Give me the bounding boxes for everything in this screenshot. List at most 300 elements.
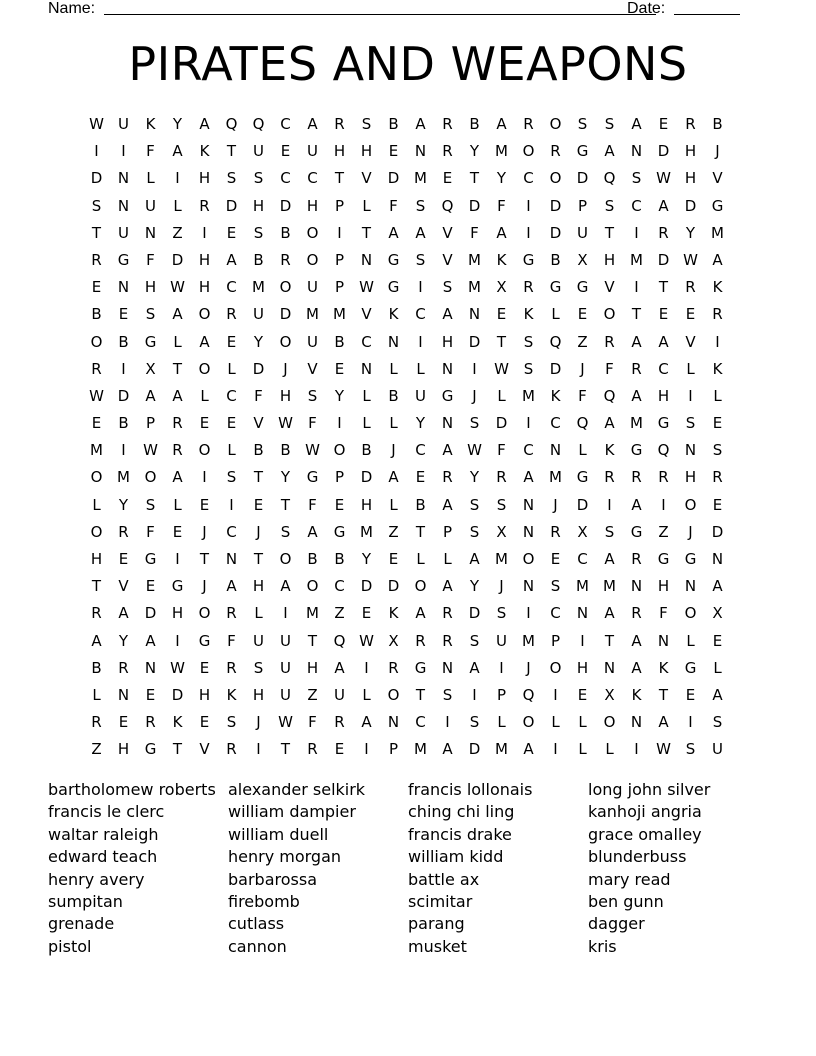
grid-letter[interactable]: D (468, 196, 481, 215)
grid-letter[interactable]: E (118, 305, 129, 324)
grid-letter[interactable]: N (522, 495, 535, 514)
grid-letter[interactable]: L (227, 359, 236, 378)
grid-letter[interactable]: M (630, 250, 643, 269)
grid-letter[interactable]: R (280, 250, 291, 269)
grid-letter[interactable]: O (603, 305, 616, 324)
grid-letter[interactable]: J (526, 658, 531, 677)
grid-letter[interactable]: H (684, 169, 697, 188)
grid-letter[interactable]: L (578, 740, 587, 759)
grid-letter[interactable]: K (388, 604, 399, 623)
grid-letter[interactable]: D (468, 740, 481, 759)
grid-letter[interactable]: Y (469, 577, 480, 596)
grid-letter[interactable]: G (198, 631, 211, 650)
grid-letter[interactable]: S (469, 495, 480, 514)
grid-letter[interactable]: Q (657, 441, 670, 460)
grid-letter[interactable]: N (387, 332, 400, 351)
grid-letter[interactable]: D (495, 414, 508, 433)
grid-letter[interactable]: L (254, 604, 263, 623)
grid-letter[interactable]: M (495, 142, 508, 161)
grid-letter[interactable]: A (523, 468, 534, 487)
grid-letter[interactable]: X (145, 359, 156, 378)
grid-letter[interactable]: A (442, 495, 453, 514)
grid-letter[interactable]: C (658, 359, 669, 378)
grid-letter[interactable]: I (337, 223, 342, 242)
grid-letter[interactable]: D (171, 250, 184, 269)
grid-letter[interactable]: X (577, 250, 588, 269)
grid-letter[interactable]: E (91, 414, 102, 433)
grid-letter[interactable]: E (334, 740, 345, 759)
grid-letter[interactable]: N (711, 550, 724, 568)
grid-letter[interactable]: U (280, 631, 291, 650)
grid-letter[interactable]: A (388, 468, 399, 487)
grid-letter[interactable]: X (712, 604, 723, 623)
grid-letter[interactable]: R (307, 740, 318, 759)
grid-letter[interactable]: H (684, 142, 697, 161)
grid-letter[interactable]: I (175, 550, 180, 568)
grid-letter[interactable]: T (172, 740, 183, 759)
grid-letter[interactable]: Q (333, 631, 346, 650)
grid-letter[interactable]: E (361, 604, 372, 623)
grid-letter[interactable]: U (253, 142, 264, 161)
grid-letter[interactable]: F (146, 522, 155, 541)
grid-letter[interactable]: T (280, 740, 291, 759)
grid-letter[interactable]: I (337, 414, 342, 433)
grid-letter[interactable]: W (467, 441, 482, 460)
grid-letter[interactable]: B (388, 115, 399, 133)
grid-letter[interactable]: E (226, 332, 237, 351)
grid-letter[interactable]: N (630, 142, 643, 161)
grid-letter[interactable]: N (117, 196, 130, 215)
grid-letter[interactable]: E (658, 305, 669, 324)
grid-letter[interactable]: Q (252, 115, 265, 133)
grid-letter[interactable]: T (172, 359, 183, 378)
grid-letter[interactable]: Z (307, 685, 318, 704)
grid-letter[interactable]: J (202, 577, 207, 596)
grid-letter[interactable]: M (468, 250, 481, 269)
grid-letter[interactable]: O (549, 115, 562, 133)
grid-letter[interactable]: C (226, 278, 237, 297)
grid-letter[interactable]: Z (388, 522, 399, 541)
grid-letter[interactable]: D (387, 169, 400, 188)
grid-letter[interactable]: X (604, 685, 615, 704)
grid-letter[interactable]: M (522, 386, 535, 405)
grid-letter[interactable]: T (91, 577, 102, 596)
grid-letter[interactable]: N (117, 278, 130, 297)
grid-letter[interactable]: N (387, 713, 400, 732)
grid-letter[interactable]: N (684, 577, 697, 596)
grid-letter[interactable]: F (470, 223, 479, 242)
grid-letter[interactable]: T (469, 169, 480, 188)
grid-letter[interactable]: I (175, 169, 180, 188)
grid-letter[interactable]: O (90, 332, 103, 351)
grid-letter[interactable]: T (415, 522, 426, 541)
grid-letter[interactable]: O (198, 305, 211, 324)
grid-letter[interactable]: C (523, 441, 534, 460)
grid-letter[interactable]: R (550, 522, 561, 541)
grid-letter[interactable]: S (577, 115, 588, 133)
grid-letter[interactable]: J (391, 441, 396, 460)
grid-letter[interactable]: G (441, 386, 454, 405)
grid-letter[interactable]: G (522, 250, 535, 269)
grid-letter[interactable]: I (580, 631, 585, 650)
grid-letter[interactable]: R (172, 441, 183, 460)
grid-letter[interactable]: G (144, 550, 157, 568)
grid-letter[interactable]: U (415, 386, 426, 405)
grid-letter[interactable]: L (146, 169, 155, 188)
grid-letter[interactable]: E (658, 115, 669, 133)
grid-letter[interactable]: H (198, 278, 211, 297)
grid-letter[interactable]: E (118, 550, 129, 568)
grid-letter[interactable]: R (91, 250, 102, 269)
grid-letter[interactable]: W (170, 658, 185, 677)
grid-letter[interactable]: N (117, 169, 130, 188)
grid-letter[interactable]: A (658, 196, 669, 215)
grid-letter[interactable]: L (551, 305, 560, 324)
grid-letter[interactable]: D (549, 196, 562, 215)
grid-letter[interactable]: U (334, 685, 345, 704)
grid-letter[interactable]: G (549, 278, 562, 297)
grid-letter[interactable]: P (334, 468, 345, 487)
grid-letter[interactable]: D (225, 196, 238, 215)
grid-letter[interactable]: E (712, 631, 723, 650)
grid-letter[interactable]: U (145, 196, 156, 215)
grid-letter[interactable]: T (199, 550, 210, 568)
grid-letter[interactable]: J (580, 359, 585, 378)
grid-letter[interactable]: P (496, 685, 507, 704)
grid-letter[interactable]: N (144, 658, 157, 677)
grid-letter[interactable]: B (118, 414, 129, 433)
grid-letter[interactable]: A (604, 550, 615, 568)
grid-letter[interactable]: D (468, 604, 481, 623)
grid-letter[interactable]: S (469, 631, 480, 650)
grid-letter[interactable]: V (442, 250, 453, 269)
grid-letter[interactable]: R (685, 278, 696, 297)
grid-letter[interactable]: E (550, 550, 561, 568)
grid-letter[interactable]: D (684, 196, 697, 215)
grid-letter[interactable]: Q (549, 332, 562, 351)
grid-letter[interactable]: B (253, 250, 264, 269)
grid-letter[interactable]: J (499, 577, 504, 596)
grid-letter[interactable]: S (712, 441, 723, 460)
grid-letter[interactable]: S (469, 414, 480, 433)
grid-letter[interactable]: W (359, 278, 374, 297)
grid-letter[interactable]: D (711, 522, 724, 541)
grid-letter[interactable]: I (634, 740, 639, 759)
grid-letter[interactable]: I (526, 223, 531, 242)
grid-letter[interactable]: R (658, 223, 669, 242)
grid-letter[interactable]: R (388, 658, 399, 677)
grid-letter[interactable]: D (144, 604, 157, 623)
grid-letter[interactable]: H (603, 250, 616, 269)
grid-letter[interactable]: T (658, 278, 669, 297)
grid-letter[interactable]: D (387, 577, 400, 596)
grid-letter[interactable]: H (360, 495, 373, 514)
grid-letter[interactable]: A (496, 223, 507, 242)
grid-letter[interactable]: C (280, 169, 291, 188)
grid-letter[interactable]: N (684, 441, 697, 460)
grid-letter[interactable]: W (170, 278, 185, 297)
grid-letter[interactable]: A (307, 115, 318, 133)
grid-letter[interactable]: A (172, 142, 183, 161)
grid-letter[interactable]: Y (118, 495, 129, 514)
grid-letter[interactable]: U (307, 142, 318, 161)
grid-letter[interactable]: E (145, 577, 156, 596)
grid-letter[interactable]: A (631, 495, 642, 514)
grid-letter[interactable]: F (497, 441, 506, 460)
grid-letter[interactable]: G (576, 142, 589, 161)
grid-letter[interactable]: M (333, 305, 346, 324)
grid-letter[interactable]: R (145, 713, 156, 732)
grid-letter[interactable]: A (415, 115, 426, 133)
grid-letter[interactable]: O (144, 468, 157, 487)
grid-letter[interactable]: A (145, 386, 156, 405)
grid-letter[interactable]: S (361, 115, 372, 133)
grid-letter[interactable]: O (306, 223, 319, 242)
grid-letter[interactable]: G (117, 250, 130, 269)
grid-letter[interactable]: V (361, 169, 372, 188)
grid-letter[interactable]: I (526, 196, 531, 215)
grid-letter[interactable]: L (578, 713, 587, 732)
grid-letter[interactable]: R (442, 142, 453, 161)
grid-letter[interactable]: M (711, 223, 724, 242)
grid-letter[interactable]: H (252, 577, 265, 596)
grid-letter[interactable]: T (361, 223, 372, 242)
grid-letter[interactable]: H (144, 278, 157, 297)
grid-letter[interactable]: B (388, 386, 399, 405)
grid-letter[interactable]: A (523, 740, 534, 759)
grid-letter[interactable]: O (522, 550, 535, 568)
grid-letter[interactable]: V (442, 223, 453, 242)
grid-letter[interactable]: E (712, 414, 723, 433)
grid-letter[interactable]: F (389, 196, 398, 215)
grid-letter[interactable]: S (145, 495, 156, 514)
grid-letter[interactable]: O (333, 441, 346, 460)
grid-letter[interactable]: A (631, 658, 642, 677)
grid-letter[interactable]: R (712, 468, 723, 487)
grid-letter[interactable]: U (253, 305, 264, 324)
grid-letter[interactable]: K (712, 278, 723, 297)
grid-letter[interactable]: E (199, 495, 210, 514)
grid-letter[interactable]: K (496, 250, 507, 269)
grid-letter[interactable]: I (607, 495, 612, 514)
grid-letter[interactable]: O (414, 577, 427, 596)
grid-letter[interactable]: K (523, 305, 534, 324)
grid-letter[interactable]: U (118, 115, 129, 133)
grid-letter[interactable]: U (280, 658, 291, 677)
grid-letter[interactable]: S (604, 115, 615, 133)
grid-letter[interactable]: I (688, 386, 693, 405)
grid-letter[interactable]: O (306, 577, 319, 596)
grid-letter[interactable]: E (145, 685, 156, 704)
grid-letter[interactable]: S (415, 250, 426, 269)
grid-letter[interactable]: I (553, 740, 558, 759)
grid-letter[interactable]: L (173, 495, 182, 514)
grid-letter[interactable]: E (685, 685, 696, 704)
grid-letter[interactable]: U (307, 332, 318, 351)
grid-letter[interactable]: A (658, 332, 669, 351)
grid-letter[interactable]: E (334, 495, 345, 514)
grid-letter[interactable]: M (414, 169, 427, 188)
grid-letter[interactable]: O (306, 250, 319, 269)
grid-letter[interactable]: L (173, 196, 182, 215)
grid-letter[interactable]: U (577, 223, 588, 242)
grid-letter[interactable]: S (685, 414, 696, 433)
grid-letter[interactable]: L (416, 550, 425, 568)
grid-letter[interactable]: A (631, 332, 642, 351)
grid-letter[interactable]: H (306, 196, 319, 215)
grid-letter[interactable]: N (630, 577, 643, 596)
grid-letter[interactable]: R (631, 359, 642, 378)
grid-letter[interactable]: I (121, 142, 126, 161)
grid-letter[interactable]: G (144, 332, 157, 351)
grid-letter[interactable]: X (496, 522, 507, 541)
grid-letter[interactable]: V (253, 414, 264, 433)
grid-letter[interactable]: R (631, 550, 642, 568)
grid-letter[interactable]: H (576, 658, 589, 677)
grid-letter[interactable]: D (171, 685, 184, 704)
grid-letter[interactable]: R (442, 468, 453, 487)
grid-letter[interactable]: N (441, 658, 454, 677)
grid-letter[interactable]: V (685, 332, 696, 351)
grid-letter[interactable]: K (658, 658, 669, 677)
grid-letter[interactable]: H (657, 386, 670, 405)
grid-letter[interactable]: A (118, 604, 129, 623)
grid-letter[interactable]: W (683, 250, 698, 269)
grid-letter[interactable]: K (172, 713, 183, 732)
grid-letter[interactable]: E (388, 550, 399, 568)
grid-letter[interactable]: H (684, 468, 697, 487)
grid-letter[interactable]: M (117, 468, 130, 487)
grid-letter[interactable]: P (334, 196, 345, 215)
grid-letter[interactable]: J (202, 522, 207, 541)
grid-letter[interactable]: E (253, 495, 264, 514)
grid-letter[interactable]: T (307, 631, 318, 650)
grid-letter[interactable]: R (199, 196, 210, 215)
grid-letter[interactable]: S (604, 196, 615, 215)
grid-letter[interactable]: W (143, 441, 158, 460)
grid-letter[interactable]: U (118, 223, 129, 242)
grid-letter[interactable]: I (526, 414, 531, 433)
grid-letter[interactable]: A (199, 115, 210, 133)
grid-letter[interactable]: M (306, 604, 319, 623)
grid-letter[interactable]: Z (91, 740, 102, 759)
grid-letter[interactable]: R (334, 115, 345, 133)
grid-letter[interactable]: N (441, 414, 454, 433)
grid-letter[interactable]: O (198, 359, 211, 378)
grid-letter[interactable]: S (685, 740, 696, 759)
grid-letter[interactable]: E (415, 468, 426, 487)
grid-letter[interactable]: E (226, 414, 237, 433)
grid-letter[interactable]: E (91, 278, 102, 297)
grid-letter[interactable]: A (415, 223, 426, 242)
grid-letter[interactable]: E (118, 713, 129, 732)
grid-letter[interactable]: A (469, 658, 480, 677)
grid-letter[interactable]: R (658, 468, 669, 487)
grid-letter[interactable]: S (442, 685, 453, 704)
grid-letter[interactable]: O (90, 522, 103, 541)
grid-letter[interactable]: S (469, 522, 480, 541)
grid-letter[interactable]: S (523, 359, 534, 378)
grid-letter[interactable]: V (712, 169, 723, 188)
grid-letter[interactable]: R (172, 414, 183, 433)
grid-letter[interactable]: M (90, 441, 103, 460)
grid-letter[interactable]: B (469, 115, 480, 133)
grid-letter[interactable]: Z (577, 332, 588, 351)
grid-letter[interactable]: H (333, 142, 346, 161)
grid-letter[interactable]: E (685, 305, 696, 324)
grid-letter[interactable]: A (415, 604, 426, 623)
grid-letter[interactable]: A (712, 250, 723, 269)
grid-letter[interactable]: H (360, 142, 373, 161)
grid-letter[interactable]: L (389, 414, 398, 433)
grid-letter[interactable]: R (415, 631, 426, 650)
grid-letter[interactable]: L (389, 495, 398, 514)
grid-letter[interactable]: A (172, 386, 183, 405)
grid-letter[interactable]: Y (118, 631, 129, 650)
grid-letter[interactable]: L (200, 386, 209, 405)
grid-letter[interactable]: R (685, 115, 696, 133)
grid-letter[interactable]: W (278, 414, 293, 433)
grid-letter[interactable]: E (577, 685, 588, 704)
grid-letter[interactable]: I (445, 713, 450, 732)
grid-letter[interactable]: B (307, 550, 318, 568)
grid-letter[interactable]: I (418, 278, 423, 297)
grid-letter[interactable]: R (496, 468, 507, 487)
grid-letter[interactable]: M (252, 278, 265, 297)
grid-letter[interactable]: R (523, 278, 534, 297)
grid-letter[interactable]: N (360, 250, 373, 269)
grid-letter[interactable]: F (254, 386, 263, 405)
grid-letter[interactable]: S (226, 468, 237, 487)
grid-letter[interactable]: G (414, 658, 427, 677)
grid-letter[interactable]: L (605, 740, 614, 759)
grid-letter[interactable]: F (659, 604, 668, 623)
grid-letter[interactable]: N (144, 223, 157, 242)
grid-letter[interactable]: T (496, 332, 507, 351)
grid-letter[interactable]: R (442, 631, 453, 650)
grid-letter[interactable]: S (469, 713, 480, 732)
grid-letter[interactable]: U (496, 631, 507, 650)
grid-letter[interactable]: S (523, 332, 534, 351)
grid-letter[interactable]: E (577, 305, 588, 324)
grid-letter[interactable]: S (631, 169, 642, 188)
grid-letter[interactable]: I (202, 223, 207, 242)
grid-letter[interactable]: H (117, 740, 130, 759)
grid-letter[interactable]: A (469, 550, 480, 568)
grid-letter[interactable]: A (199, 332, 210, 351)
grid-letter[interactable]: Y (361, 550, 372, 568)
grid-letter[interactable]: I (175, 631, 180, 650)
grid-letter[interactable]: T (334, 169, 345, 188)
grid-letter[interactable]: P (550, 631, 561, 650)
grid-letter[interactable]: L (362, 685, 371, 704)
grid-letter[interactable]: Y (469, 142, 480, 161)
grid-letter[interactable]: W (359, 631, 374, 650)
grid-letter[interactable]: K (388, 305, 399, 324)
grid-letter[interactable]: C (550, 414, 561, 433)
grid-letter[interactable]: C (280, 115, 291, 133)
grid-letter[interactable]: Z (334, 604, 345, 623)
grid-letter[interactable]: P (577, 196, 588, 215)
grid-letter[interactable]: Q (603, 386, 616, 405)
grid-letter[interactable]: D (549, 359, 562, 378)
grid-letter[interactable]: N (360, 359, 373, 378)
grid-letter[interactable]: H (198, 250, 211, 269)
grid-letter[interactable]: I (364, 658, 369, 677)
grid-letter[interactable]: K (226, 685, 237, 704)
grid-letter[interactable]: A (442, 577, 453, 596)
grid-letter[interactable]: E (334, 359, 345, 378)
